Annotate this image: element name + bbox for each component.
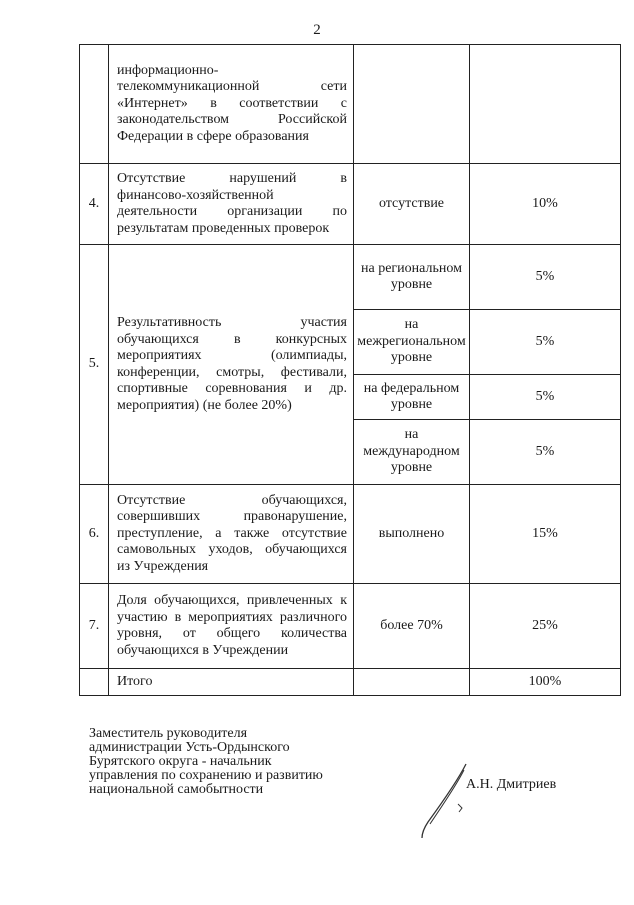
score-value: 5%	[470, 245, 621, 310]
desc-line: Федерации в сфере образования	[117, 128, 309, 144]
score-value: 25%	[470, 584, 621, 669]
total-value: 100%	[470, 669, 621, 696]
score-value: 15%	[470, 485, 621, 584]
criterion	[354, 375, 470, 420]
criterion: выполнено	[354, 485, 470, 584]
desc-line: Отсутствие обучающихся,	[117, 492, 347, 508]
position-line: национальной самобытности	[89, 782, 264, 797]
desc-line: Результативность участия	[117, 315, 347, 330]
desc-line: законодательством Российской	[117, 112, 347, 128]
desc-line: результатам проведенных проверок	[117, 220, 330, 236]
criterion	[354, 420, 470, 485]
desc-line: уровня, от общего количества	[117, 626, 347, 641]
criterion: отсутствие	[354, 164, 470, 245]
row-number: 6.	[80, 485, 109, 584]
criterion	[354, 310, 470, 375]
row-description	[109, 485, 354, 584]
table-row	[80, 45, 621, 164]
row-description	[109, 45, 354, 164]
criterion	[354, 245, 470, 310]
row-number-cell	[80, 45, 109, 164]
handwritten-signature	[414, 760, 474, 840]
position-line: Заместитель руководителя	[89, 726, 248, 741]
row-number: 7.	[80, 584, 109, 669]
total-label-cell	[109, 669, 354, 696]
desc-line: спортивные соревнования и др.	[117, 381, 347, 396]
total-row	[80, 669, 621, 696]
desc-line: Отсутствие нарушений в	[117, 171, 347, 186]
criterion-text: на межрегиональном уровне	[357, 317, 466, 366]
page-number: 2	[313, 22, 321, 38]
row-description	[109, 245, 354, 485]
desc-line: телекоммуникационной сети	[117, 79, 347, 95]
score-value: 5%	[470, 310, 621, 375]
criteria-table	[79, 44, 621, 696]
criterion: более 70%	[354, 584, 470, 669]
criterion-cell	[354, 45, 470, 164]
desc-line: деятельности организации по	[117, 204, 347, 219]
desc-line: «Интернет» в соответствии с	[117, 95, 347, 111]
table-row	[80, 485, 621, 584]
desc-line: самовольных уходов, обучающихся	[117, 542, 347, 558]
total-label: Итого	[117, 673, 153, 689]
desc-line: информационно-	[117, 62, 219, 78]
criterion-cell	[354, 669, 470, 696]
signer-name: А.Н. Дмитриев	[466, 777, 557, 792]
desc-line: из Учреждения	[117, 558, 209, 574]
desc-line: обучающихся в Учреждении	[117, 642, 289, 658]
score-value: 5%	[470, 420, 621, 485]
score-value: 5%	[470, 375, 621, 420]
row-description	[109, 584, 354, 669]
row-number: 5.	[80, 245, 109, 485]
desc-line: совершивших правонарушение,	[117, 509, 347, 525]
criterion-text: на федеральном уровне	[363, 380, 460, 412]
desc-line: конференции, смотры, фестивали,	[117, 364, 347, 380]
desc-line: обучающихся в конкурсных	[117, 331, 347, 347]
value-cell	[470, 45, 621, 164]
desc-line: финансово-хозяйственной	[117, 187, 274, 203]
row-number-cell	[80, 669, 109, 696]
table-row	[80, 584, 621, 669]
criterion-text: на региональном уровне	[361, 260, 462, 292]
desc-line: участию в мероприятиях различного	[117, 609, 347, 625]
desc-line: преступление, а также отсутствие	[117, 525, 347, 541]
desc-line: мероприятия) (не более 20%)	[117, 397, 292, 413]
table-row	[80, 245, 621, 310]
row-description	[109, 164, 354, 245]
score-value: 10%	[470, 164, 621, 245]
position-line: управления по сохранению и развитию	[89, 768, 323, 783]
position-line: Бурятского округа - начальник	[89, 754, 272, 769]
desc-line: мероприятиях (олимпиады,	[117, 348, 347, 363]
position-line: администрации Усть-Ордынского	[89, 740, 290, 755]
signatory-position	[89, 727, 323, 797]
criterion-text: на международном уровне	[363, 427, 460, 476]
row-number: 4.	[80, 164, 109, 245]
desc-line: Доля обучающихся, привлеченных к	[117, 593, 347, 608]
table-row	[80, 164, 621, 245]
